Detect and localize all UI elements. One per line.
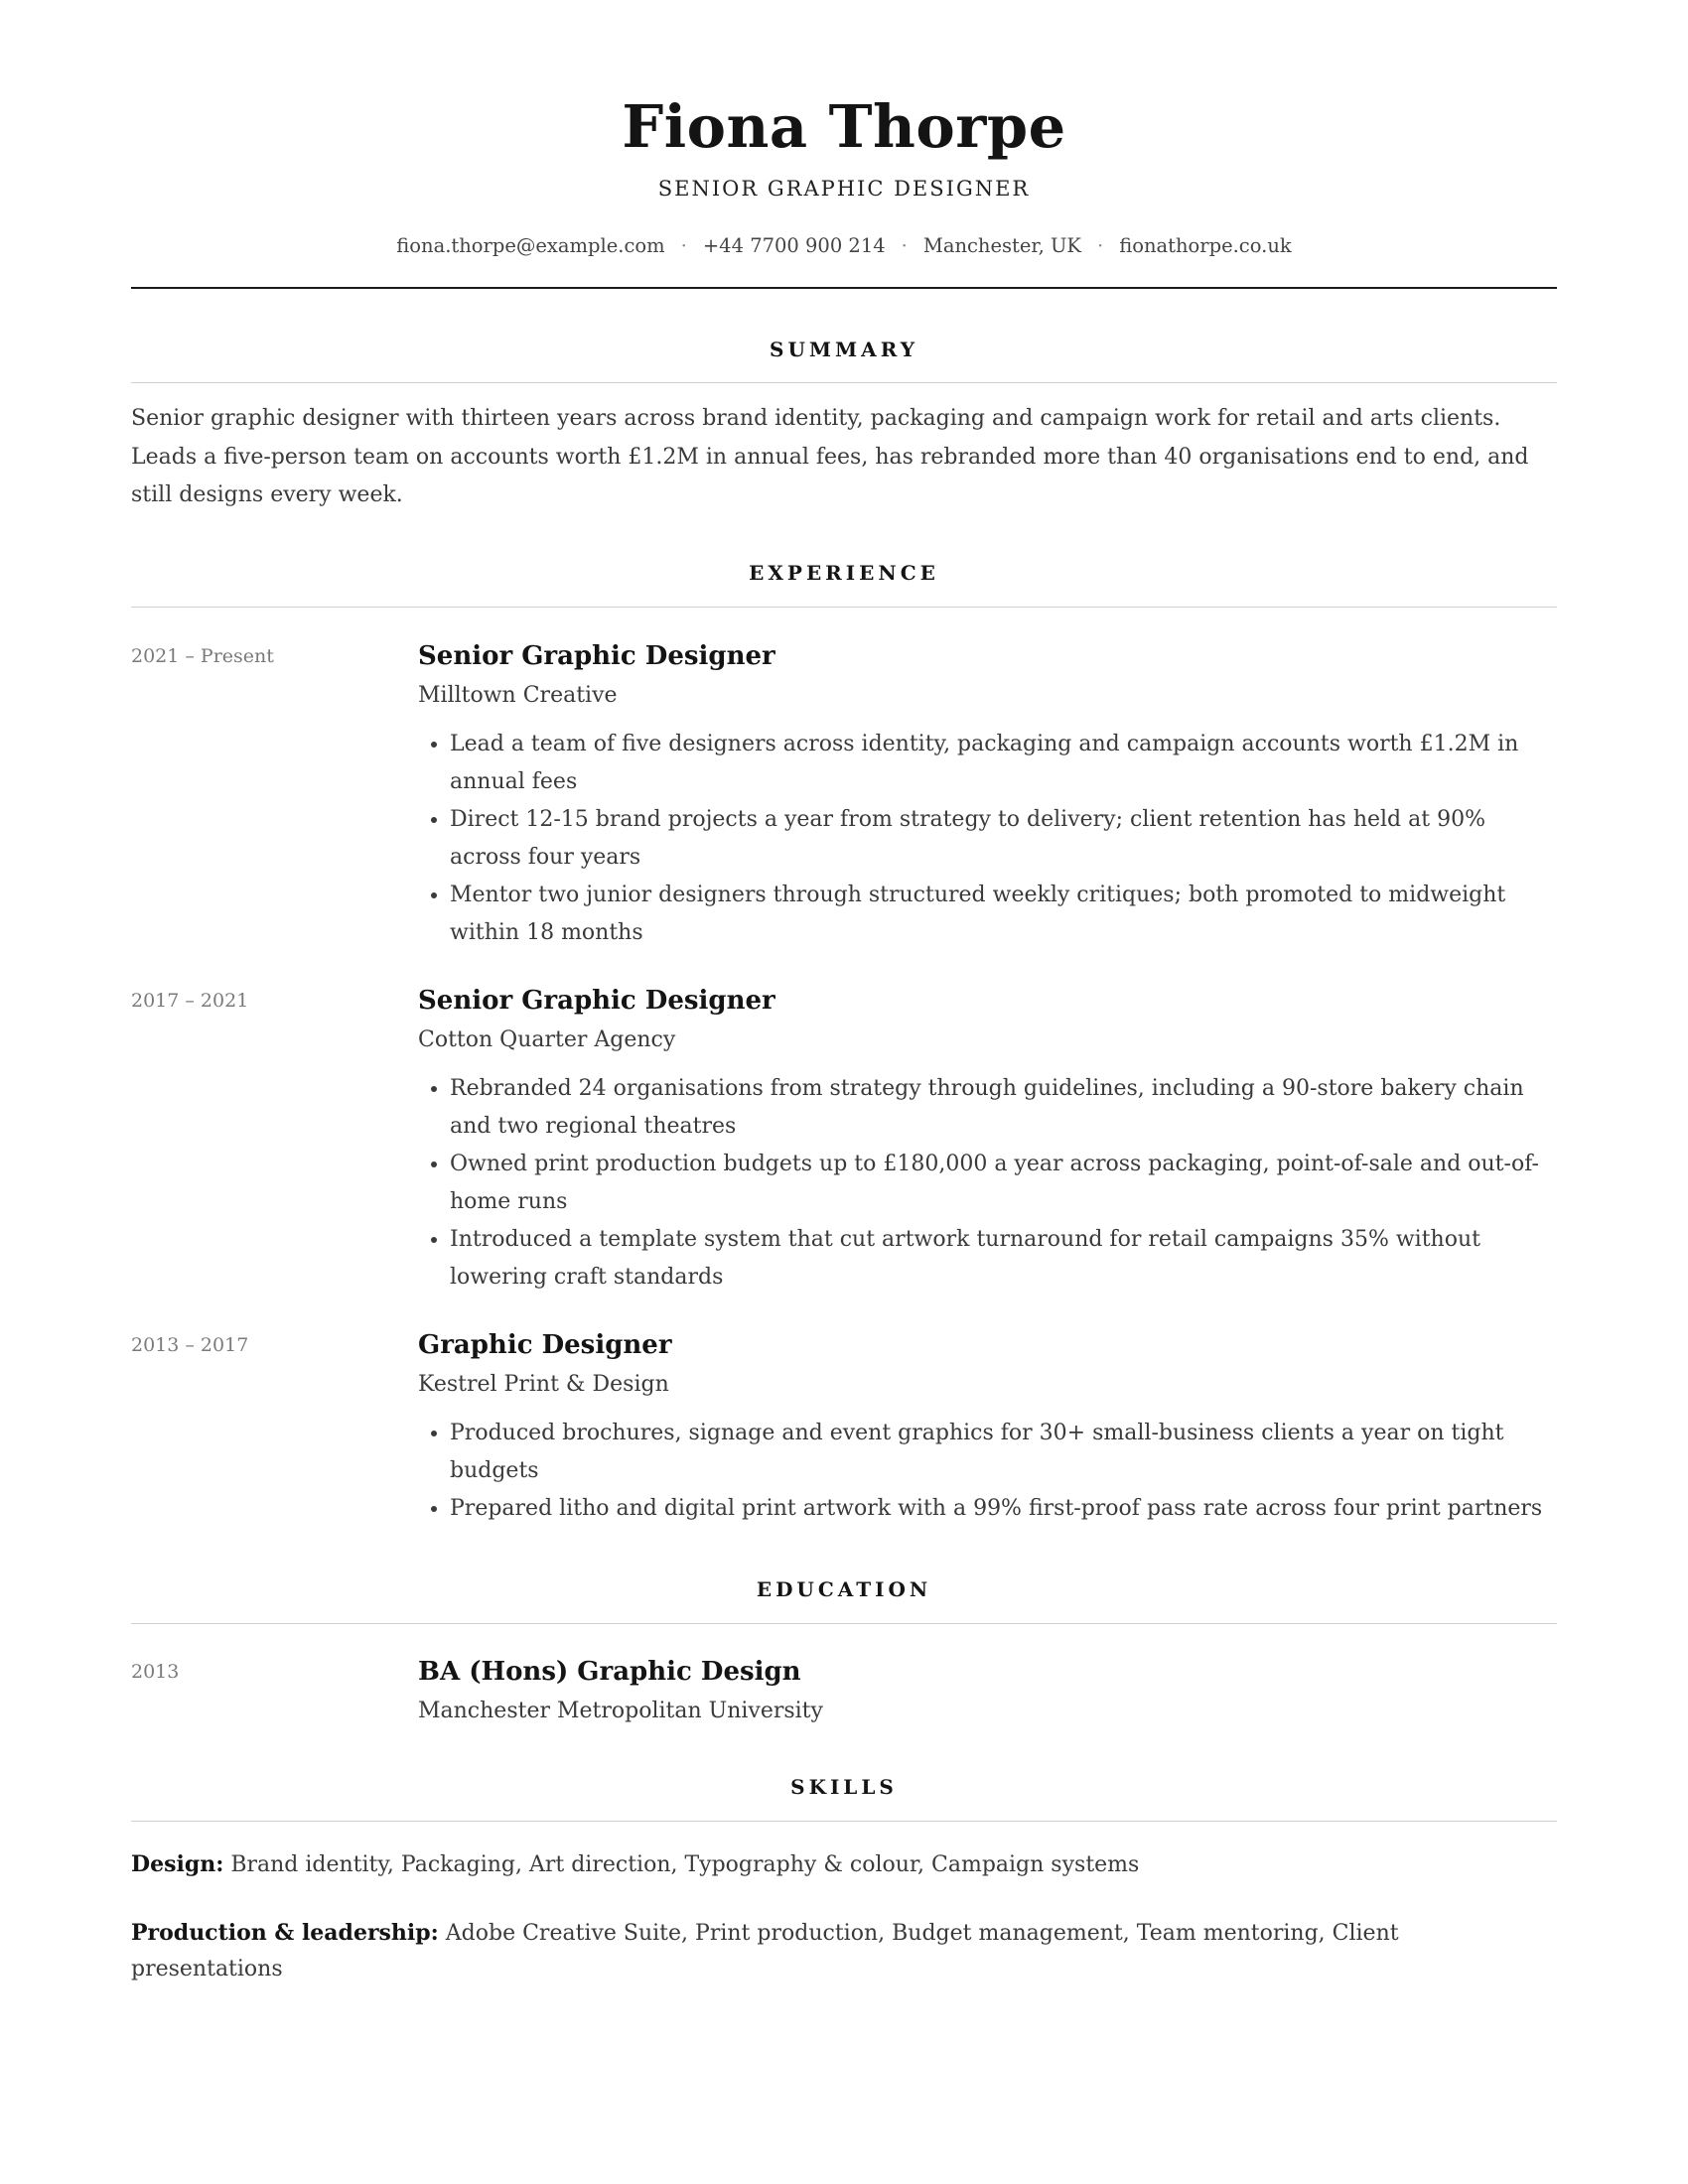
contact-line: [131, 232, 1557, 260]
experience-entry: [131, 983, 1557, 1297]
contact-phone[interactable]: +44 7700 900 214: [702, 234, 886, 257]
section-heading-skills: SKILLS: [790, 1774, 898, 1799]
summary-text: Senior graphic designer with thirteen years across brand identity, packaging and campaign work for retail and arts clients. Leads a five-person team on accounts worth £1.2M in annual fees, has rebranded more than 40 organisations end to end, and still designs every week.: [131, 406, 1529, 507]
experience-bullets: [418, 1070, 1557, 1297]
skills-row: Design: Brand identity, Packaging, Art direction, Typography & colour, Campaign systems: [131, 1850, 1140, 1877]
contact-separator: ·: [901, 234, 908, 257]
experience-bullet: • Prepared litho and digital print artwork with a 99% first-proof pass rate across four print partners: [450, 1490, 1557, 1528]
section-divider: [131, 1623, 1557, 1624]
section-divider: [131, 1821, 1557, 1822]
section-divider: [131, 607, 1557, 608]
skill-item: Budget management: [892, 1920, 1123, 1946]
section-heading-summary: SUMMARY: [770, 338, 918, 361]
candidate-name: Fiona Thorpe: [622, 92, 1066, 161]
experience-bullet: • Produced brochures, signage and event graphics for 30+ small-business clients a year on tight budgets: [450, 1415, 1557, 1490]
experience-bullets: [418, 1415, 1557, 1528]
education-school: Manchester Metropolitan University: [418, 1698, 823, 1723]
experience-section: [131, 559, 1557, 1528]
experience-role: Senior Graphic Designer: [418, 640, 775, 671]
experience-body: [418, 638, 1557, 952]
experience-bullet: • Direct 12-15 brand projects a year from strategy to delivery; client retention has held at 90% across four years: [450, 801, 1557, 877]
summary-section: [131, 336, 1557, 515]
candidate-title: SENIOR GRAPHIC DESIGNER: [657, 177, 1031, 201]
experience-bullets: [418, 726, 1557, 952]
experience-bullet: • Rebranded 24 organisations from strategy through guidelines, including a 90-store bakery chain and two regional theatres: [450, 1070, 1557, 1146]
contact-email[interactable]: fiona.thorpe@example.com: [396, 234, 665, 257]
section-heading-experience: EXPERIENCE: [749, 560, 939, 585]
experience-bullet: • Introduced a template system that cut artwork turnaround for retail campaigns 35% without lowering craft standards: [450, 1221, 1557, 1297]
skill-item: Brand identity: [230, 1851, 387, 1877]
education-degree: BA (Hons) Graphic Design: [418, 1656, 801, 1687]
experience-entry: [131, 638, 1557, 952]
experience-bullet: • Lead a team of five designers across identity, packaging and campaign accounts worth £1.2M in annual fees: [450, 726, 1557, 801]
skill-item: Packaging: [400, 1851, 515, 1877]
skill-item: Print production: [695, 1920, 879, 1946]
education-section: [131, 1575, 1557, 1729]
experience-org: Milltown Creative: [418, 682, 618, 708]
skill-item: Typography & colour: [684, 1851, 918, 1877]
skill-item: Team mentoring: [1136, 1920, 1319, 1946]
resume-header: [131, 91, 1557, 260]
experience-body: [418, 983, 1557, 1297]
education-entry: [131, 1654, 1557, 1729]
skills-row: Production & leadership: Adobe Creative Suite, Print production, Budget management, Team mentoring, Client presentations: [131, 1919, 1399, 1981]
skill-item: Client presentations: [131, 1920, 1399, 1981]
experience-body: [418, 1327, 1557, 1528]
experience-org: Kestrel Print & Design: [418, 1371, 669, 1397]
skill-item: Art direction: [528, 1851, 671, 1877]
contact-separator: ·: [680, 234, 687, 257]
education-year: 2013: [131, 1660, 180, 1683]
education-body: [418, 1654, 1557, 1729]
skills-category-label: Design:: [131, 1850, 224, 1877]
experience-bullet: • Owned print production budgets up to £180,000 a year across packaging, point-of-sale and out-of-home runs: [450, 1146, 1557, 1221]
experience-dates: 2021 – Present: [131, 644, 274, 667]
section-heading-education: EDUCATION: [756, 1576, 932, 1601]
contact-separator: ·: [1097, 234, 1104, 257]
skills-category-label: Production & leadership:: [131, 1919, 439, 1946]
experience-entry: [131, 1327, 1557, 1528]
contact-location: Manchester, UK: [922, 234, 1081, 257]
experience-dates: 2017 – 2021: [131, 989, 249, 1012]
experience-role: Senior Graphic Designer: [418, 985, 775, 1016]
skill-item: Adobe Creative Suite: [445, 1920, 682, 1946]
skill-item: Campaign systems: [931, 1851, 1140, 1877]
header-divider: [131, 287, 1557, 289]
experience-role: Graphic Designer: [418, 1329, 672, 1360]
experience-dates: 2013 – 2017: [131, 1333, 249, 1356]
experience-org: Cotton Quarter Agency: [418, 1026, 676, 1052]
experience-bullet: • Mentor two junior designers through structured weekly critiques; both promoted to midweight within 18 months: [450, 877, 1557, 952]
skills-section: [131, 1773, 1557, 1987]
contact-website[interactable]: fionathorpe.co.uk: [1119, 234, 1292, 257]
section-divider: [131, 382, 1557, 383]
